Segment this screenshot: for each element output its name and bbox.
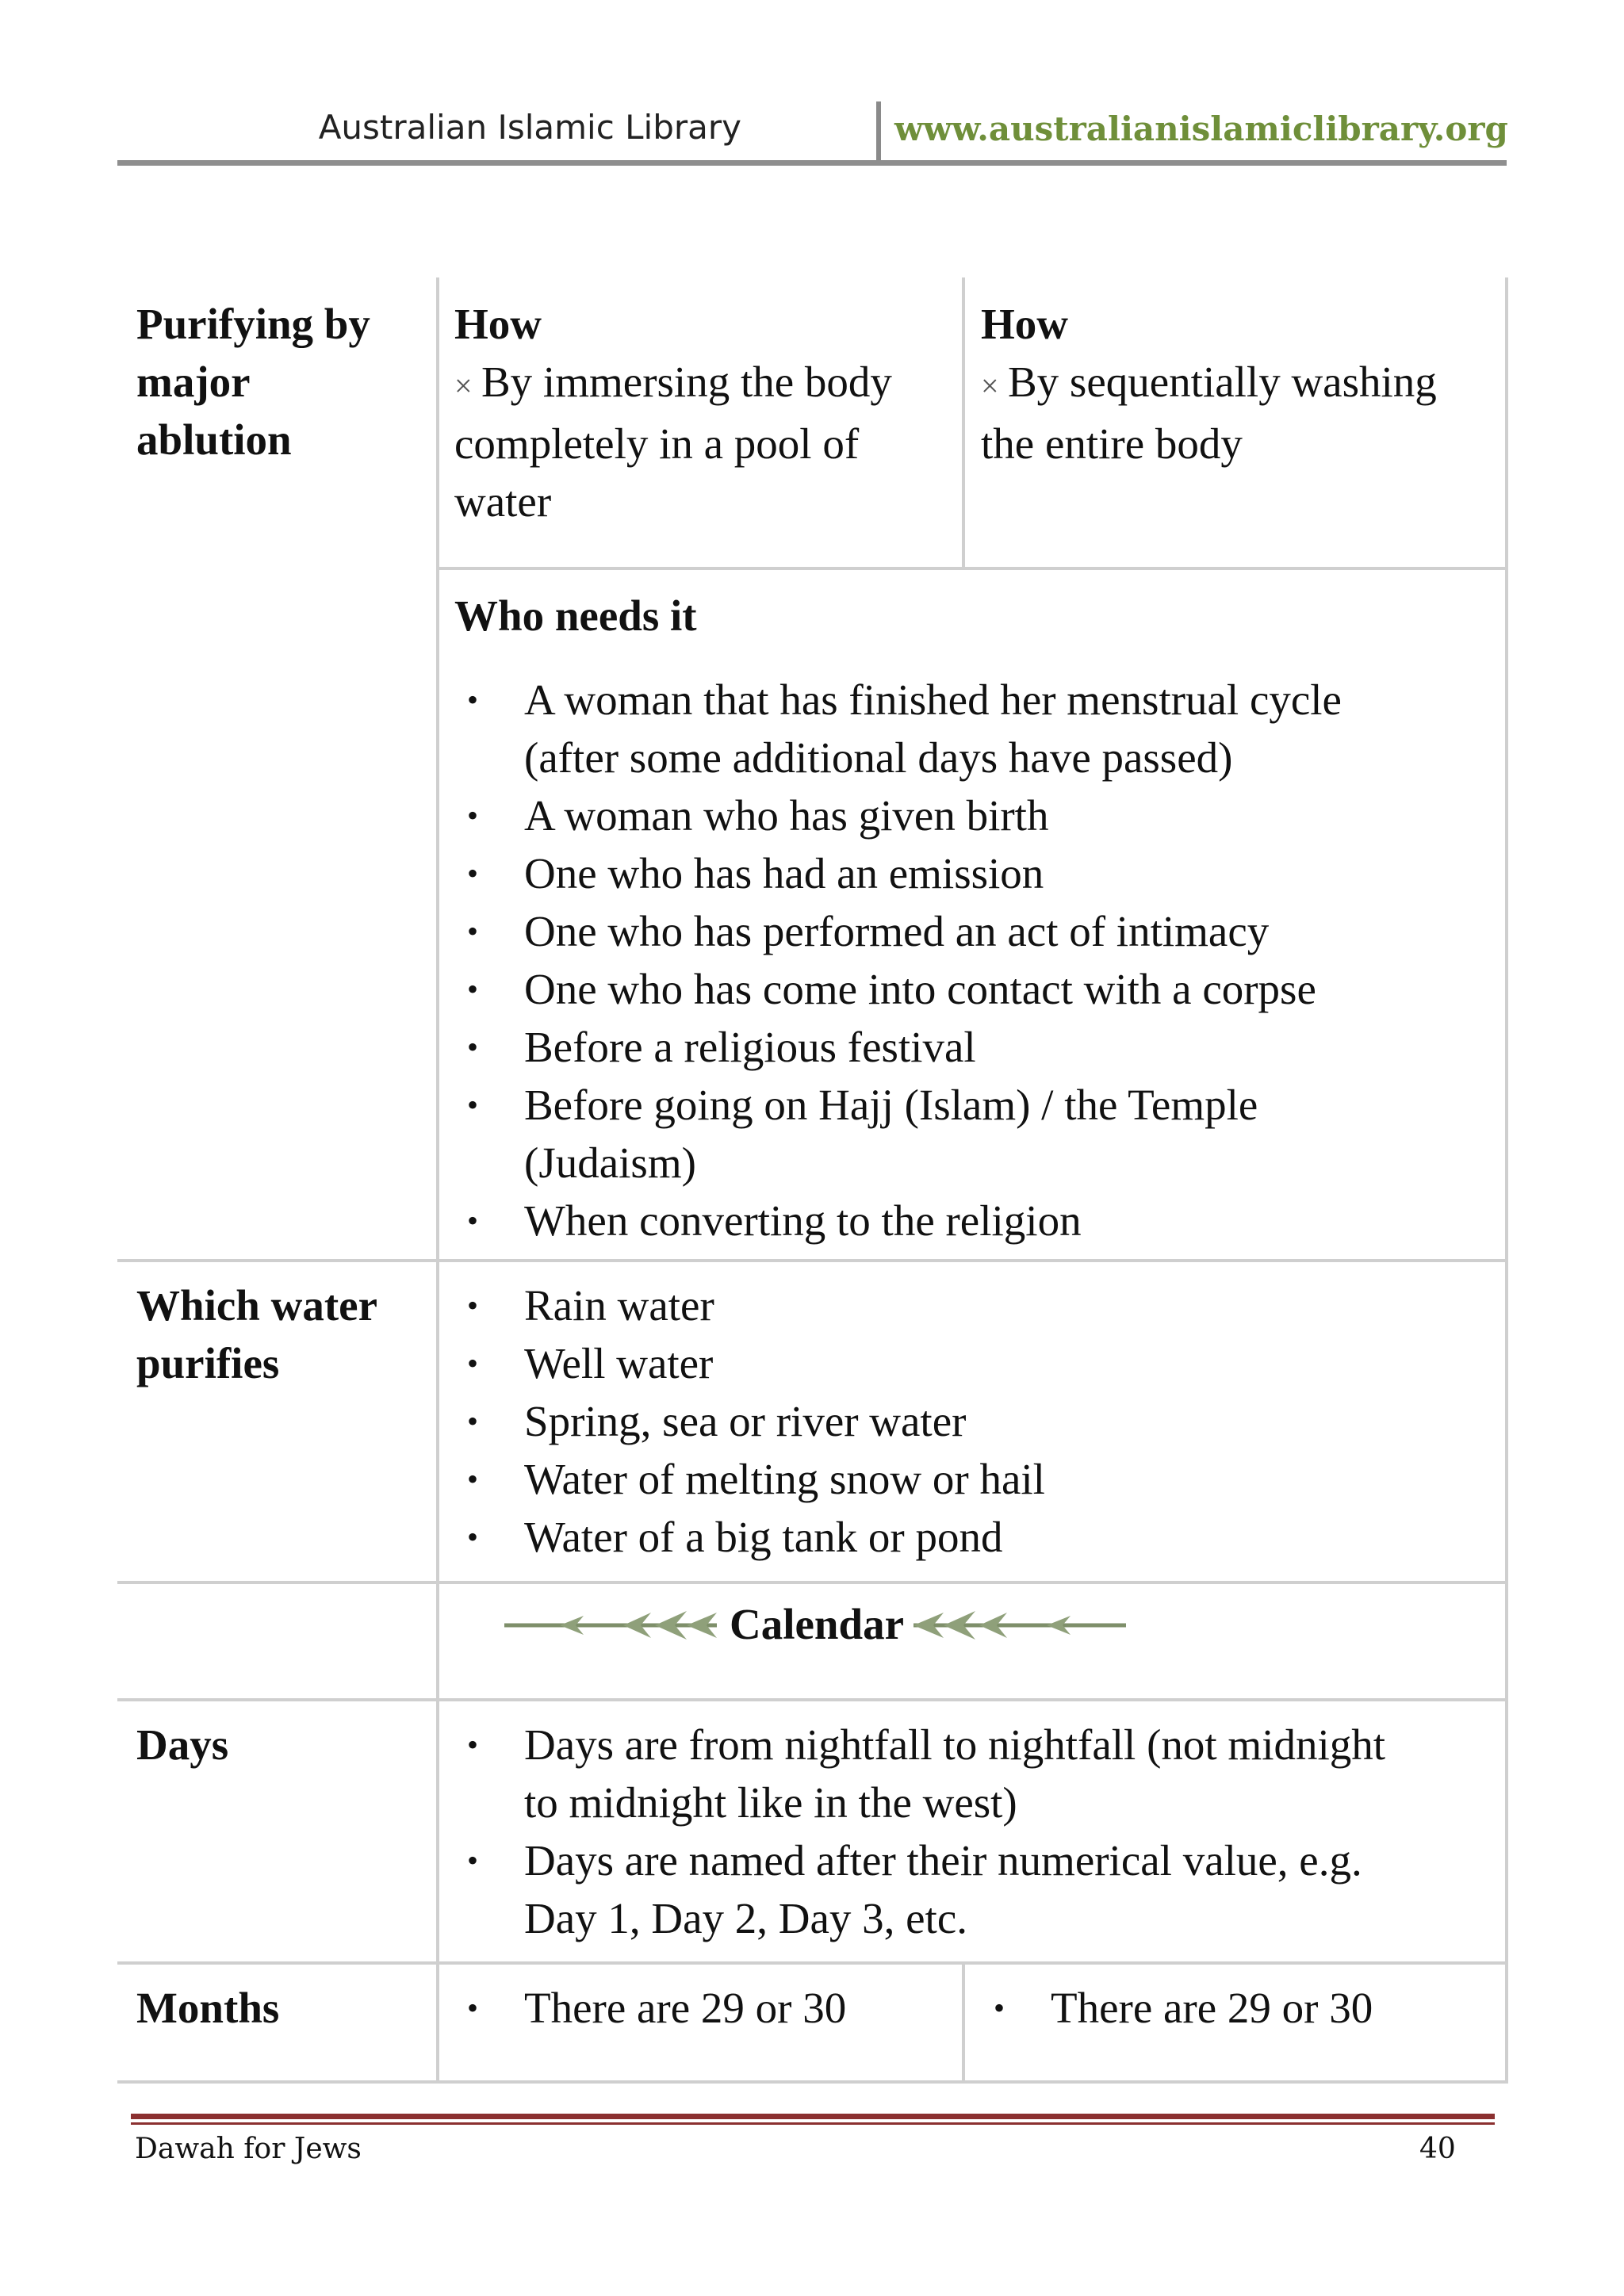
months-islam-list — [454, 1979, 954, 2037]
calendar-title: Calendar — [730, 1600, 904, 1648]
list-item: • Before a religious festival — [454, 1018, 1501, 1076]
months-judaism-list — [981, 1979, 1496, 2037]
list-item: • A woman who has given birth — [454, 786, 1501, 844]
row-label-months: Months — [136, 1984, 280, 2032]
list-item: • A woman that has finished her menstrual cycle (after some additional days have passed) — [454, 671, 1501, 786]
row-label-major-ablution — [136, 295, 370, 469]
list-item: • Days are named after their numerical value, e.g. Day 1, Day 2, Day 3, etc. — [454, 1831, 1501, 1947]
how-text-line: By immersing the body — [481, 358, 892, 406]
row-label-days: Days — [136, 1720, 229, 1769]
page-number: 40 — [1419, 2133, 1456, 2165]
vine-right-icon — [912, 1608, 1126, 1643]
list-item: • One who has had an emission — [454, 844, 1501, 902]
page-header — [119, 101, 1507, 165]
how-text-line: completely in a pool of — [454, 419, 860, 468]
how-text-line: water — [454, 477, 552, 526]
judaism-how-cell — [981, 295, 1437, 473]
list-item: • Days are from nightfall to nightfall (not midnight to midnight like in the west) — [454, 1716, 1501, 1831]
grid-line — [117, 1961, 1508, 1965]
water-list — [454, 1276, 1501, 1566]
how-text-line: By sequentially washing — [1008, 358, 1437, 406]
how-heading: How — [454, 300, 542, 348]
list-item: • One who has performed an act of intimacy — [454, 902, 1501, 960]
x-mark-icon: × — [981, 368, 999, 404]
grid-line — [117, 1698, 1508, 1701]
islam-how-cell — [454, 295, 892, 530]
grid-line — [1505, 277, 1508, 2084]
grid-line — [962, 277, 965, 568]
footer-rule — [131, 2114, 1495, 2119]
list-item: • Rain water — [454, 1276, 1501, 1334]
library-name: Australian Islamic Library — [318, 108, 741, 147]
list-item: • Before going on Hajj (Islam) / the Temple (Judaism) — [454, 1076, 1501, 1192]
list-item: • There are 29 or 30 — [454, 1979, 954, 2037]
x-mark-icon: × — [454, 368, 473, 404]
header-rule — [117, 160, 1507, 166]
grid-line — [117, 1581, 1508, 1584]
list-item: • Water of melting snow or hail — [454, 1450, 1501, 1508]
list-item: • One who has come into contact with a corpse — [454, 960, 1501, 1018]
list-item: • When converting to the religion — [454, 1192, 1501, 1249]
grid-line — [436, 567, 1508, 570]
list-item: • Spring, sea or river water — [454, 1392, 1501, 1450]
who-needs-it-heading: Who needs it — [454, 591, 697, 640]
label-line: major — [136, 358, 251, 406]
list-item: • Well water — [454, 1334, 1501, 1392]
grid-line — [117, 1259, 1508, 1262]
who-needs-it-list — [454, 671, 1501, 1249]
how-text-line: the entire body — [981, 419, 1243, 468]
library-url[interactable]: www.australianislamiclibrary.org — [894, 109, 1508, 148]
list-item: • There are 29 or 30 — [981, 1979, 1496, 2037]
label-line: purifies — [136, 1339, 280, 1387]
footer-title: Dawah for Jews — [135, 2133, 362, 2165]
grid-line — [117, 2080, 1508, 2084]
calendar-section-heading — [500, 1590, 1134, 1662]
grid-line — [436, 277, 439, 2084]
footer-rule-thin — [131, 2122, 1495, 2125]
list-item: • Water of a big tank or pond — [454, 1508, 1501, 1566]
label-line: Which water — [136, 1281, 377, 1330]
how-heading: How — [981, 300, 1068, 348]
label-line: ablution — [136, 415, 292, 464]
label-line: Purifying by — [136, 300, 370, 348]
row-label-which-water — [136, 1276, 377, 1392]
grid-line — [962, 1961, 965, 2084]
days-list — [454, 1716, 1501, 1947]
header-separator — [876, 101, 881, 165]
